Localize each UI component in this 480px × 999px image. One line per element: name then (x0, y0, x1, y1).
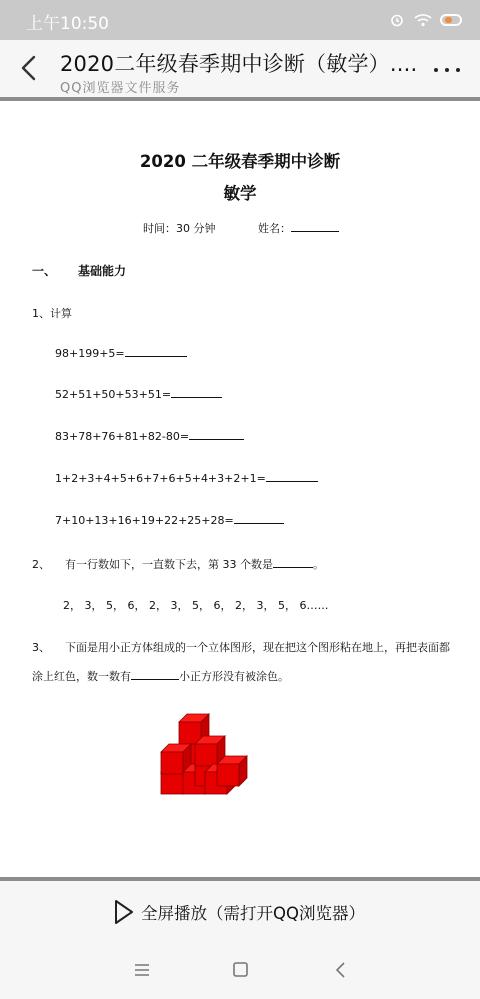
question-text: 有一行数如下，一直数下去，第 33 个数是 (65, 558, 273, 571)
answer-blank (131, 670, 179, 680)
name-label: 姓名： (258, 222, 291, 235)
question-punct: 。 (313, 558, 324, 571)
paper-title: 2020 二年级春季期中诊断 (139, 152, 341, 171)
calc-expression: 7+10+13+16+19+22+25+28= (55, 514, 234, 527)
wifi-icon (414, 13, 432, 27)
document-source: QQ浏览器文件服务 (60, 81, 181, 96)
question-text: 下面是用小正方体组成的一个立体图形，现在把这个图形粘在地上，再把表面都 (65, 641, 450, 654)
play-icon (113, 899, 135, 925)
fullscreen-label: 全屏播放（需打开QQ浏览器） (141, 904, 365, 923)
answer-blank (234, 514, 284, 524)
section-number: 一、 (32, 264, 57, 278)
home-square-icon[interactable] (230, 961, 250, 979)
answer-blank (266, 472, 318, 482)
answer-blank (125, 347, 187, 357)
status-icons (388, 11, 462, 29)
fullscreen-play-button[interactable] (113, 899, 365, 925)
calc-item (55, 472, 318, 485)
battery-icon (440, 14, 462, 26)
question-1-label: 1、计算 (32, 307, 72, 320)
chevron-left-icon[interactable] (16, 53, 42, 83)
fullscreen-bar (0, 881, 480, 941)
status-time: 上午10:50 (26, 14, 109, 34)
section-heading (32, 262, 126, 279)
paper-subtitle: 敏学 (223, 184, 257, 203)
question-2 (32, 556, 324, 572)
system-nav-bar (0, 941, 480, 999)
menu-icon[interactable] (132, 961, 152, 979)
calc-item (55, 388, 222, 401)
title-bar (0, 40, 480, 98)
document-title: 2020二年级春季期中诊断（敏学）.... (60, 52, 418, 76)
name-field (258, 220, 339, 236)
question-number: 3、 (32, 641, 50, 654)
calc-item (55, 430, 244, 443)
question-3-line2 (32, 668, 289, 684)
calc-expression: 98+199+5= (55, 347, 125, 360)
number-sequence: 2， 3， 5， 6， 2， 3， 5， 6， 2， 3， 5， 6…… (63, 599, 329, 612)
calc-expression: 52+51+50+53+51= (55, 388, 172, 401)
document-page[interactable] (0, 101, 480, 877)
calc-item (55, 514, 284, 527)
back-chevron-icon[interactable] (332, 961, 352, 979)
calc-expression: 83+78+76+81+82-80= (55, 430, 190, 443)
status-bar (0, 0, 480, 40)
more-dots-icon[interactable] (434, 64, 464, 76)
cube (217, 756, 247, 786)
section-title: 基础能力 (78, 264, 127, 278)
answer-blank (171, 388, 222, 398)
question-text: 涂上红色，数一数有 (32, 670, 131, 683)
calc-item (55, 347, 187, 360)
cube-figure (145, 704, 249, 800)
question-text: 小正方形没有被涂色。 (179, 670, 289, 683)
question-number: 2、 (32, 558, 50, 571)
calc-expression: 1+2+3+4+5+6+7+6+5+4+3+2+1= (55, 472, 266, 485)
question-3 (32, 639, 450, 655)
time-limit: 时间：30 分钟 (143, 222, 216, 235)
name-blank (291, 222, 339, 232)
alarm-icon (388, 13, 406, 27)
answer-blank (273, 558, 313, 568)
answer-blank (189, 430, 244, 440)
